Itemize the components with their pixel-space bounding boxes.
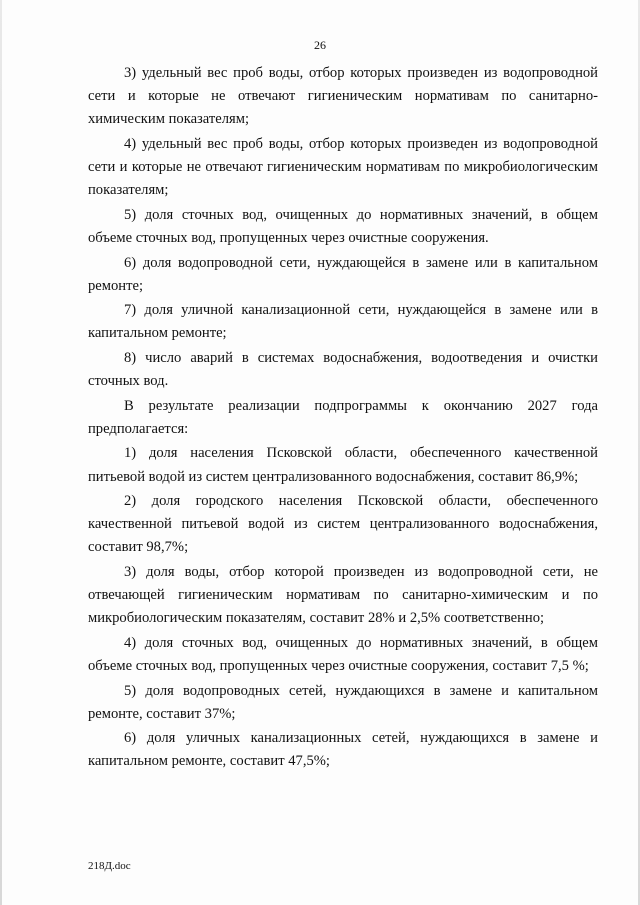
file-name-footer: 218Д.doc [88,860,131,872]
page-edge-left [0,0,2,905]
result-item-2: 2) доля городского населения Псковской области, обеспеченного качественной питьевой водой из систем централизованного водоснабжения, составит 98,7%; [88,493,598,556]
list-item-4-microbiological: 4) удельный вес проб воды, отбор которых произведен из водопроводной сети и которые не отвечают гигиеническим нормативам по микробиологическим показателям; [88,135,598,199]
document-body [88,62,598,775]
page-number: 26 [314,38,326,52]
list-item-5-wastewater: 5) доля сточных вод, очищенных до нормативных значений, в общем объеме сточных вод, пропущенных через очистные сооружения. [88,206,598,247]
result-item-3: 3) доля воды, отбор которой произведен из водопроводной сети, не отвечающей гигиеническим нормативам по санитарно-химическим и по микробиологическим показателям, составит 28% и 2,5% соответственно; [88,563,598,627]
result-item-6: 6) доля уличных канализационных сетей, нуждающихся в замене и капитальном ремонте, составит 47,5%; [88,730,598,770]
list-item-6-water-network: 6) доля водопроводной сети, нуждающейся в замене или в капитальном ремонте; [88,254,598,294]
list-item-3-sanitary-chemical: 3) удельный вес проб воды, отбор которых произведен из водопроводной сети и которые не отвечают гигиеническим нормативам по санитарно-химическим показателям; [88,65,598,128]
result-item-4: 4) доля сточных вод, очищенных до нормативных значений, в общем объеме сточных вод, пропущенных через очистные сооружения, составит 7,5 %; [88,634,598,675]
result-item-5: 5) доля водопроводных сетей, нуждающихся в замене и капитальном ремонте, составит 37%; [88,682,598,722]
results-intro: В результате реализации подпрограммы к окончанию 2027 года предполагается: [88,397,598,437]
result-item-1: 1) доля населения Псковской области, обеспеченного качественной питьевой водой из систем централизованного водоснабжения, составит 86,9%; [88,445,598,485]
list-item-7-sewer-network: 7) доля уличной канализационной сети, нуждающейся в замене или в капитальном ремонте; [88,302,598,342]
list-item-8-accidents: 8) число аварий в системах водоснабжения, водоотведения и очистки сточных вод. [88,349,598,390]
